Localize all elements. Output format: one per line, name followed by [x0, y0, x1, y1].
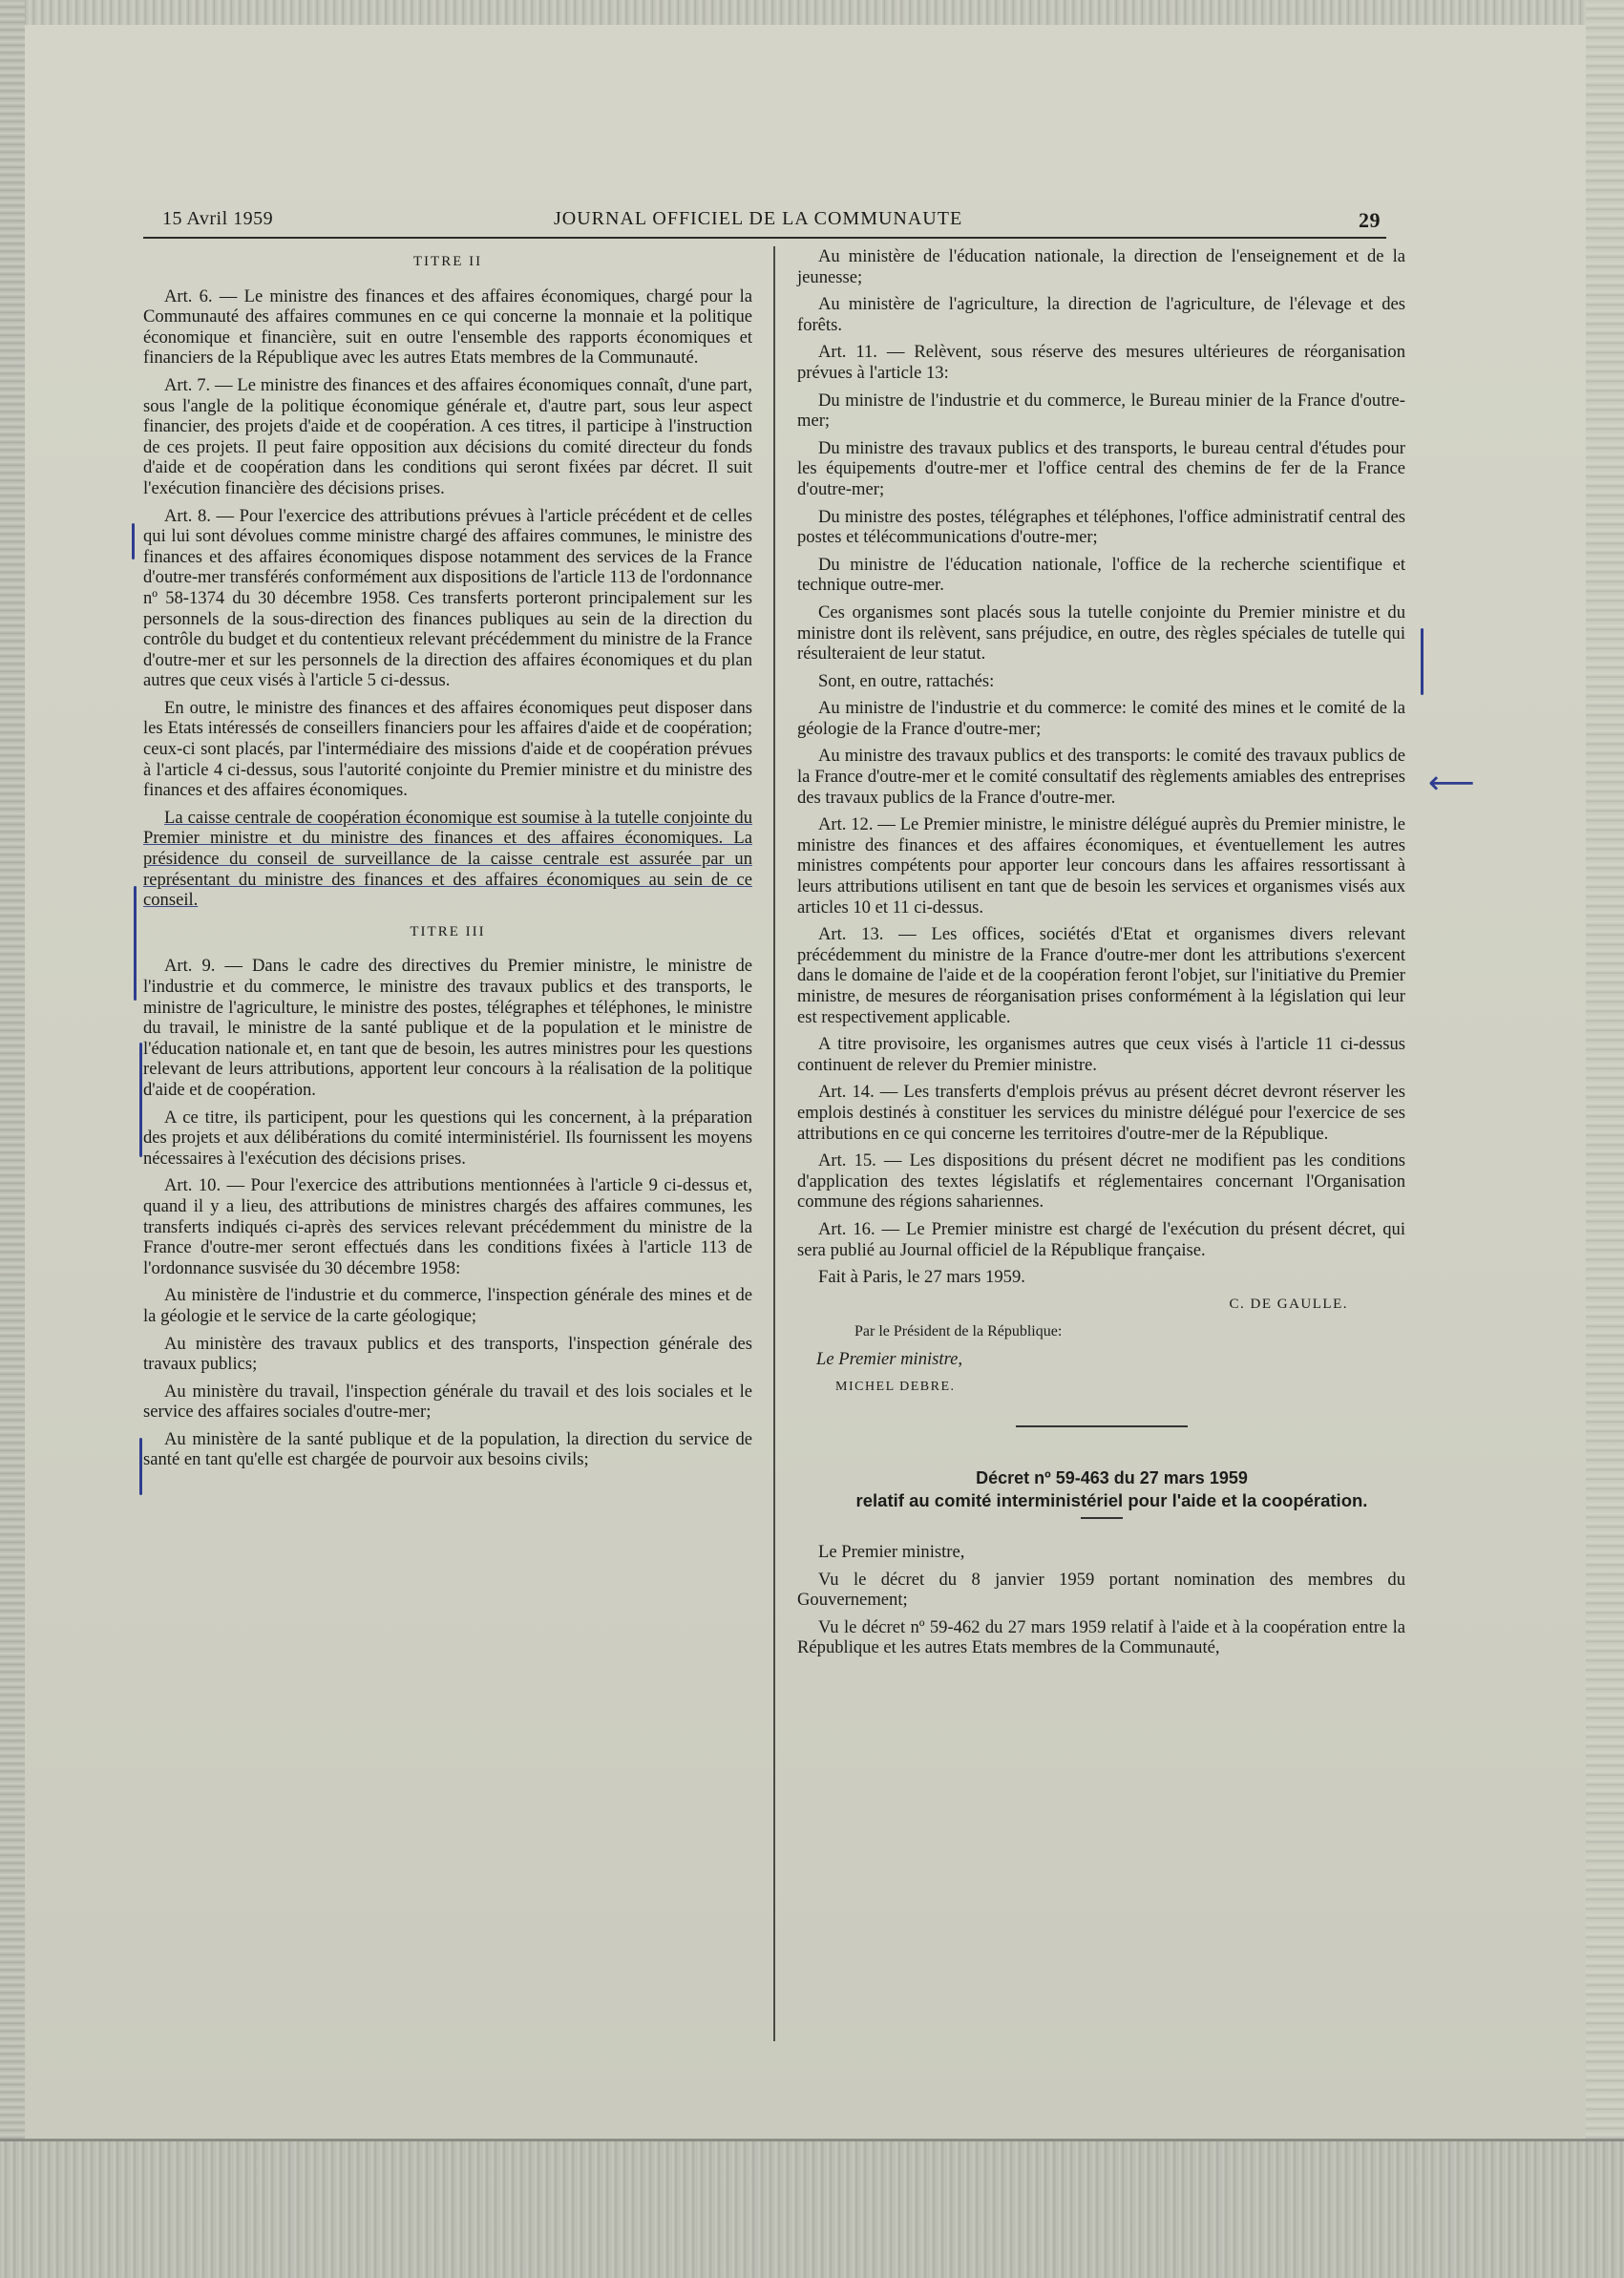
- article-11-postes: Du ministre des postes, télégraphes et téléphones, l'office administratif central des postes et télécommunications d'outre-mer;: [797, 506, 1405, 548]
- article-8-paragraph-2: En outre, le ministre des finances et des affaires économiques peut disposer dans les Etats intéressés de conseillers financiers pour les affaires d'aide et de coopération; ceux-ci sont placés, par l'intermédiaire des missions d'aide et de coopération prévues à l'article 4 ci-dessus, sous l'autorité conjointe du Premier ministre et du ministre des finances et des affaires économiques.: [143, 697, 752, 801]
- signature-de-gaulle: C. DE GAULLE.: [1229, 1296, 1348, 1312]
- column-divider: [773, 246, 775, 2041]
- decree-title-rule: [1081, 1517, 1123, 1519]
- article-11-rattaches: Sont, en outre, rattachés:: [818, 670, 995, 691]
- article-13-paragraph-2: A titre provisoire, les organismes autres que ceux visés à l'article 11 ci-dessus continuent de relever du Premier ministre.: [797, 1034, 1405, 1075]
- article-11-rattaches-travaux: Au ministre des travaux publics et des transports: le comité des travaux publics de la France d'outre-mer et le comité consultatif des règlements amiables des entreprises des travaux publics de la France d'outre-mer.: [797, 746, 1405, 808]
- article-8-paragraph-3: La caisse centrale de coopération économique est soumise à la tutelle conjointe du Premier ministre et du ministre des finances et des affaires économiques. La présidence du conseil de surveillance de la caisse centrale est assurée par un représentant du ministre des finances et des affaires économiques au sein de ce conseil.: [143, 807, 752, 911]
- article-10-industrie: Au ministère de l'industrie et du commerce, l'inspection générale des mines et de la géologie et le service de la carte géologique;: [143, 1285, 752, 1326]
- pen-mark-art7: [132, 523, 135, 559]
- article-11-tutelle: Ces organismes sont placés sous la tutelle conjointe du Premier ministre et du ministre dont ils relèvent, sans préjudice, en outre, des règles spéciales de tutelle qui résulteraient de leur statut.: [797, 601, 1405, 664]
- decree-intro: Le Premier ministre,: [818, 1542, 965, 1563]
- titre-ii-heading: TITRE II: [412, 254, 483, 269]
- article-10-travaux-publics: Au ministère des travaux publics et des transports, l'inspection générale des travaux publics;: [143, 1333, 752, 1375]
- article-9-paragraph-2: A ce titre, ils participent, pour les questions qui les concernent, à la préparation des projets et aux délibérations du comité interministériel. Ils fournissent les moyens nécessaires à l'exécution des décisions prises.: [143, 1107, 752, 1169]
- header-date: 15 Avril 1959: [162, 208, 274, 229]
- section-rule: [1016, 1425, 1188, 1427]
- pen-mark-art9-margin: [139, 1438, 142, 1495]
- decree-vu-1: Vu le décret du 8 janvier 1959 portant nomination des membres du Gouvernement;: [797, 1569, 1405, 1611]
- article-15: Art. 15. — Les dispositions du présent décret ne modifient pas les conditions d'application des textes législatifs et réglementaires concernant l'Organisation commune des régions sahariennes.: [797, 1150, 1405, 1213]
- titre-iii-heading: TITRE III: [410, 923, 486, 939]
- pen-arrow-icon: ⟵: [1428, 764, 1475, 802]
- article-10-agriculture: Au ministère de l'agriculture, la direction de l'agriculture, de l'élevage et des forêts.: [797, 294, 1405, 335]
- decree-title-number: Décret nº 59-463 du 27 mars 1959: [976, 1468, 1248, 1488]
- signature-michel-debre: MICHEL DEBRE.: [835, 1379, 956, 1394]
- article-14: Art. 14. — Les transferts d'emplois prévus au présent décret devront réserver les emplois destinés à constituer les services du ministre délégué pour l'exercice de ses attributions en ce qui concerne les territoires d'outre-mer de la République.: [797, 1082, 1405, 1144]
- article-11-rattaches-industrie: Au ministre de l'industrie et du commerce: le comité des mines et le comité de la géologie de la France d'outre-mer;: [797, 698, 1405, 739]
- article-8: Art. 8. — Pour l'exercice des attributions prévues à l'article précédent et de celles qui lui sont dévolues comme ministre chargé des affaires communes, le ministre des finances et des affaires économiques dispose notamment des services de la France d'outre-mer transférés conformément aux dispositions de l'article 113 de l'ordonnance nº 58-1374 du 30 décembre 1958. Ces transferts porteront principalement sur les personnels de la sous-direction des finances publiques au sein de la direction du contrôle du budget et du contentieux relevant précédemment du ministre de la France d'outre-mer et sur les personnels de la direction des affaires économiques et du plan autres que ceux visés à l'article 5 ci-dessus.: [143, 505, 752, 691]
- article-10-education: Au ministère de l'éducation nationale, la direction de l'enseignement et de la jeunesse;: [797, 246, 1405, 287]
- decree-vu-2: Vu le décret nº 59-462 du 27 mars 1959 relatif à l'aide et à la coopération entre la République et les autres Etats membres de la Communauté,: [797, 1616, 1405, 1658]
- page-left-edge: [0, 0, 25, 2275]
- header-page-number: 29: [1359, 208, 1381, 232]
- article-11-education: Du ministre de l'éducation nationale, l'office de la recherche scientifique et technique outre-mer.: [797, 554, 1405, 596]
- page-header: [143, 206, 1386, 239]
- right-column: [797, 246, 1405, 1665]
- article-9: Art. 9. — Dans le cadre des directives du Premier ministre, le ministre de l'industrie et du commerce, le ministre des travaux publics et des transports, le ministre de l'agriculture, le ministre des postes, télégraphes et téléphones, le ministre du travail, le ministre de la santé publique et de la population et le ministre de l'éducation nationale et, en tant que de besoin, les autres ministres pour les questions relevant de leurs attributions, apportent leur concours à la réalisation de la politique d'aide et de coopération.: [143, 956, 752, 1100]
- fait-a-paris: Fait à Paris, le 27 mars 1959.: [818, 1267, 1025, 1288]
- par-le-president: Par le Président de la République:: [854, 1323, 1063, 1340]
- page-top-edge: [0, 0, 1624, 25]
- article-7: Art. 7. — Le ministre des finances et des affaires économiques connaît, d'une part, sous l'angle de la politique économique générale et, d'autre part, sous leur aspect financier, des projets d'aide et de coopération. A ces titres, il participe à l'instruction de ces projets. Il peut faire opposition aux décisions du comité directeur du fonds d'aide et de coopération dans les conditions qui seront fixées par décret. Il suit l'exécution financière des décisions prises.: [143, 374, 752, 498]
- page-right-edge: [1586, 0, 1624, 2139]
- article-11-travaux-publics: Du ministre des travaux publics et des transports, le bureau central d'études pour les équipements d'outre-mer et l'office central des chemins de fer de la France d'outre-mer;: [797, 437, 1405, 499]
- header-title: JOURNAL OFFICIEL DE LA COMMUNAUTE: [554, 208, 963, 229]
- page-bottom-fold: [0, 2139, 1624, 2278]
- article-6: Art. 6. — Le ministre des finances et des affaires économiques, chargé pour la Communauté des affaires communes en ce qui concerne la monnaie et la politique économique et financière, suit en outre l'ensemble des rapports économiques et financiers de la République avec les autres Etats membres de la Communauté.: [143, 285, 752, 369]
- article-16: Art. 16. — Le Premier ministre est chargé de l'exécution du présent décret, qui sera publié au Journal officiel de la République française.: [797, 1218, 1405, 1260]
- article-11-industrie: Du ministre de l'industrie et du commerce, le Bureau minier de la France d'outre-mer;: [797, 390, 1405, 432]
- premier-ministre-line: Le Premier ministre,: [816, 1348, 963, 1369]
- article-13: Art. 13. — Les offices, sociétés d'Etat et organismes divers relevant précédemment du ministre de la France d'outre-mer dont les attributions s'exercent dans le domaine de l'aide et de la coopération feront l'objet, sur l'initiative du Premier ministre, de mesures de réorganisation prises conformément à la législation qui leur est respectivement applicable.: [797, 924, 1405, 1027]
- article-10-travail: Au ministère du travail, l'inspection générale du travail et des lois sociales et le service des affaires sociales d'outre-mer;: [143, 1381, 752, 1423]
- article-10: Art. 10. — Pour l'exercice des attributions mentionnées à l'article 9 ci-dessus et, quand il y a lieu, des attributions de ministres chargés des affaires communes, les transferts indiqués ci-après des services relevant précédemment du ministre de la France d'outre-mer seront effectués dans les conditions fixées à l'article 113 de l'ordonnance susvisée du 30 décembre 1958:: [143, 1175, 752, 1278]
- pen-mark-caisse-margin: [139, 1043, 142, 1157]
- article-10-sante: Au ministère de la santé publique et de la population, la direction du service de santé en tant qu'elle est chargée de pourvoir aux besoins civils;: [143, 1428, 752, 1470]
- pen-mark-tutelle-margin: [1421, 628, 1424, 695]
- article-11: Art. 11. — Relèvent, sous réserve des mesures ultérieures de réorganisation prévues à l'article 13:: [797, 342, 1405, 383]
- pen-mark-art8-margin: [134, 886, 137, 1001]
- left-column: [143, 246, 752, 1477]
- decree-title-subject: relatif au comité interministériel pour l'aide et la coopération.: [855, 1490, 1368, 1511]
- article-12: Art. 12. — Le Premier ministre, le ministre délégué auprès du Premier ministre, le ministre des finances et des affaires économiques, et éventuellement les autres ministres compétents pour apporter leur concours dans les affaires ressortissant à leurs attributions utilisent en tant que de besoin les services et organismes visés aux articles 10 et 11 ci-dessus.: [797, 814, 1405, 918]
